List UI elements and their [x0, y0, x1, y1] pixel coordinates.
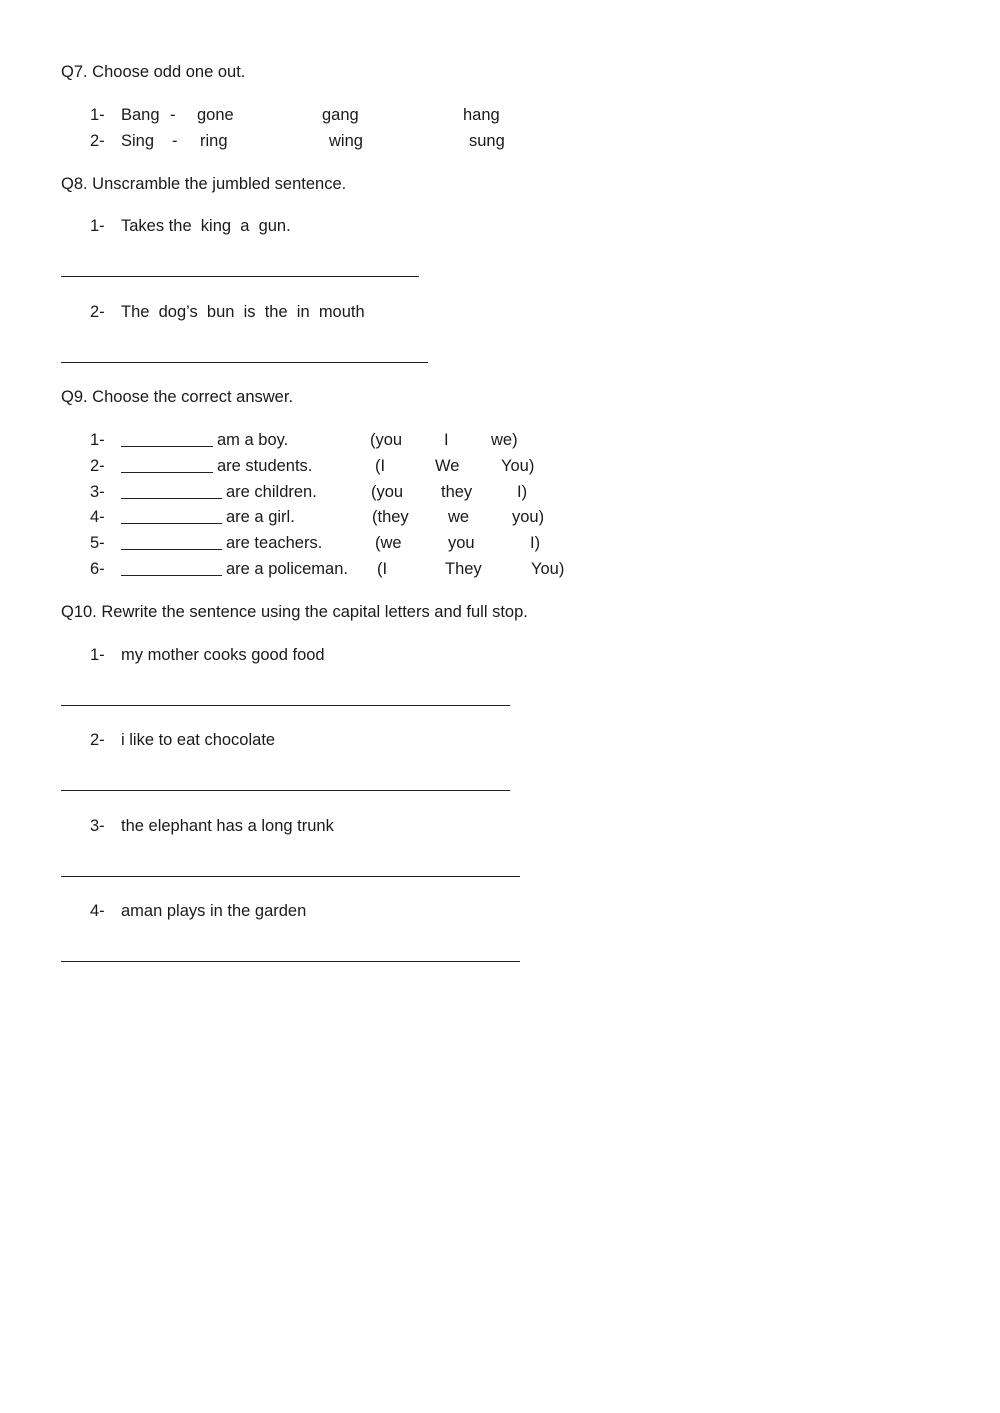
q9-item-6-blank[interactable]: [121, 560, 222, 576]
q9-item-4-blank[interactable]: [121, 508, 222, 524]
q9-item-6-text: are a policeman.: [226, 560, 348, 578]
q9-item-2-option-3[interactable]: You): [501, 457, 535, 475]
q7-item-1-dash: -: [170, 106, 176, 124]
q8-item-2-number: 2-: [90, 303, 105, 321]
q9-item-1-option-2[interactable]: I: [444, 431, 449, 449]
q9-item-1-number: 1-: [90, 431, 105, 449]
q7-item-1-option-1[interactable]: gone: [197, 106, 234, 124]
q7-item-2-number: 2-: [90, 132, 105, 150]
q8-item-1-answer-line[interactable]: [61, 276, 419, 277]
q10-item-1-answer-line[interactable]: [61, 705, 510, 706]
q9-item-6-option-3[interactable]: You): [531, 560, 565, 578]
q8-item-2-text: The dog’s bun is the in mouth: [121, 303, 365, 321]
q8-heading: Q8. Unscramble the jumbled sentence.: [61, 175, 347, 193]
q10-item-1-text: my mother cooks good food: [121, 646, 325, 664]
q7-item-2-word: Sing: [121, 132, 155, 150]
q9-item-1-text: am a boy.: [217, 431, 289, 449]
q9-item-1-blank[interactable]: [121, 431, 213, 447]
q9-item-5-text: are teachers.: [226, 534, 323, 552]
q9-item-3-number: 3-: [90, 483, 105, 501]
q9-item-2-blank[interactable]: [121, 457, 213, 473]
q9-item-1-option-1[interactable]: (you: [370, 431, 403, 449]
q9-item-4-option-1[interactable]: (they: [372, 508, 409, 526]
q9-item-2-option-2[interactable]: We: [435, 457, 460, 475]
q9-item-5-option-3[interactable]: I): [530, 534, 541, 552]
q7-item-2-option-3[interactable]: sung: [469, 132, 505, 150]
q9-item-5-option-2[interactable]: you: [448, 534, 475, 552]
q9-item-6-number: 6-: [90, 560, 105, 578]
q8-item-1-number: 1-: [90, 217, 105, 235]
q9-item-2-text: are students.: [217, 457, 313, 475]
q9-item-3-blank[interactable]: [121, 483, 222, 499]
q7-item-1-word: Bang: [121, 106, 160, 124]
q9-item-4-number: 4-: [90, 508, 105, 526]
q10-item-4-number: 4-: [90, 902, 105, 920]
q9-item-3-option-2[interactable]: they: [441, 483, 473, 501]
q10-item-3-text: the elephant has a long trunk: [121, 817, 334, 835]
q9-item-6-option-2[interactable]: They: [445, 560, 482, 578]
q10-item-1-number: 1-: [90, 646, 105, 664]
q7-item-1-number: 1-: [90, 106, 105, 124]
q9-item-3-text: are children.: [226, 483, 317, 501]
q9-item-2-number: 2-: [90, 457, 105, 475]
q10-item-4-text: aman plays in the garden: [121, 902, 307, 920]
q9-item-1-option-3[interactable]: we): [491, 431, 518, 449]
q7-heading: Q7. Choose odd one out.: [61, 63, 246, 81]
q8-item-1-text: Takes the king a gun.: [121, 217, 291, 235]
q9-item-5-number: 5-: [90, 534, 105, 552]
q7-item-2-option-2[interactable]: wing: [329, 132, 363, 150]
q7-item-2-dash: -: [172, 132, 178, 150]
q9-heading: Q9. Choose the correct answer.: [61, 388, 294, 406]
q9-item-3-option-3[interactable]: I): [517, 483, 528, 501]
q10-heading: Q10. Rewrite the sentence using the capital letters and full stop.: [61, 603, 528, 621]
q9-item-4-text: are a girl.: [226, 508, 295, 526]
q9-item-4-option-3[interactable]: you): [512, 508, 545, 526]
q10-item-4-answer-line[interactable]: [61, 961, 520, 962]
q9-item-4-option-2[interactable]: we: [448, 508, 470, 526]
q10-item-2-text: i like to eat chocolate: [121, 731, 276, 749]
q9-item-5-blank[interactable]: [121, 534, 222, 550]
q9-item-3-option-1[interactable]: (you: [371, 483, 404, 501]
q9-item-2-option-1[interactable]: (I: [375, 457, 386, 475]
q10-item-2-answer-line[interactable]: [61, 790, 510, 791]
q7-item-2-option-1[interactable]: ring: [200, 132, 228, 150]
q10-item-2-number: 2-: [90, 731, 105, 749]
q7-item-1-option-3[interactable]: hang: [463, 106, 500, 124]
q10-item-3-number: 3-: [90, 817, 105, 835]
q10-item-3-answer-line[interactable]: [61, 876, 520, 877]
q9-item-5-option-1[interactable]: (we: [375, 534, 402, 552]
q8-item-2-answer-line[interactable]: [61, 362, 428, 363]
q7-item-1-option-2[interactable]: gang: [322, 106, 359, 124]
q9-item-6-option-1[interactable]: (I: [377, 560, 388, 578]
